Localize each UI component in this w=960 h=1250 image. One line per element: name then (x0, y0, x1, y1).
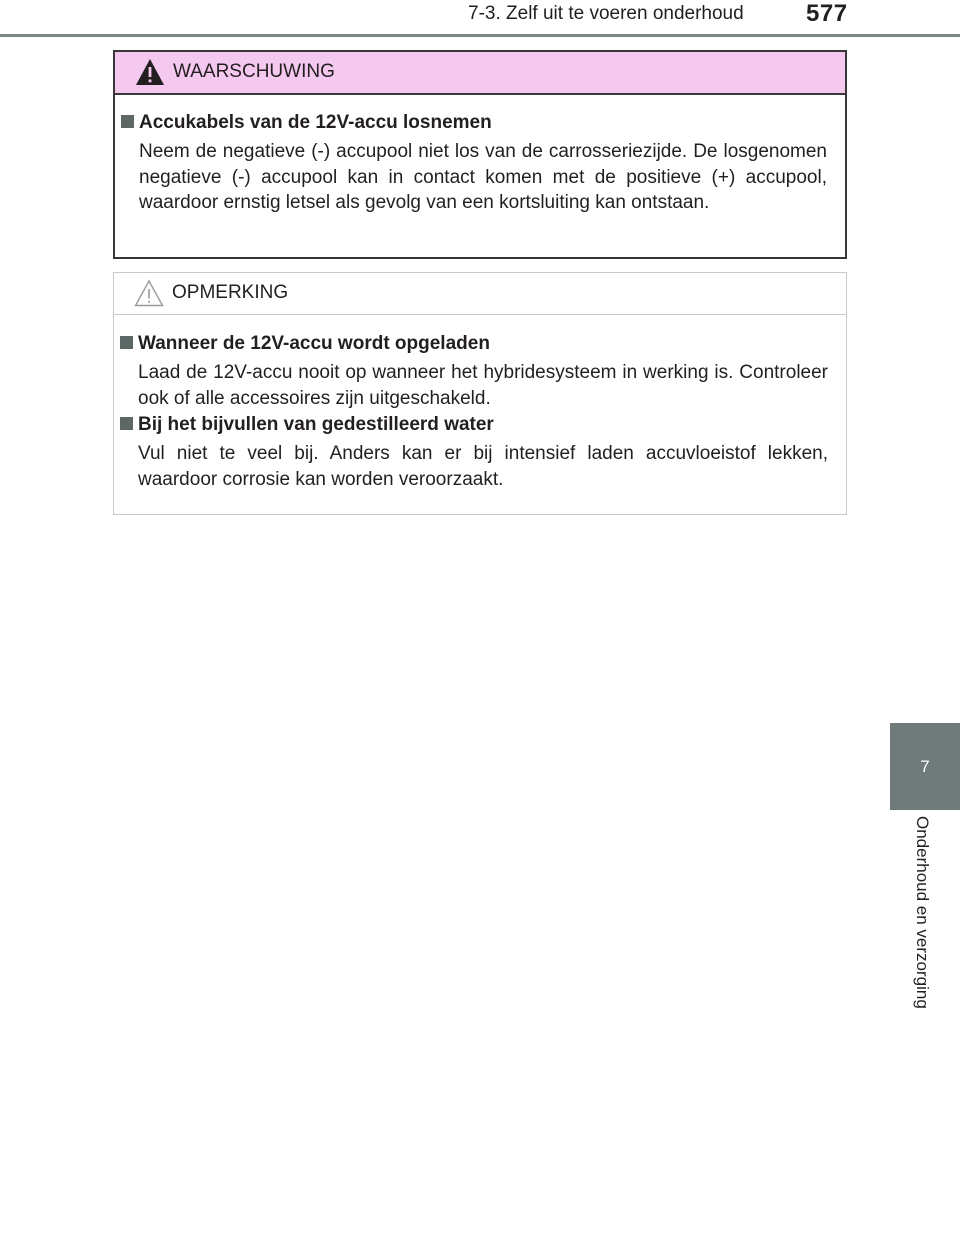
bullet-square-icon (120, 336, 133, 349)
bullet-square-icon (121, 115, 134, 128)
warning-box (113, 50, 847, 259)
bullet-square-icon (120, 417, 133, 430)
warning-triangle-filled-icon (135, 58, 165, 86)
warning-label: WAARSCHUWING (173, 61, 335, 82)
note-item-title: Bij het bijvullen van gedestilleerd water (138, 414, 494, 435)
note-item (114, 333, 846, 411)
chapter-number: 7 (920, 756, 930, 776)
section-title: 7-3. Zelf uit te voeren onderhoud (468, 3, 744, 24)
note-item-body: Vul niet te veel bij. Anders kan er bij intensief laden accuvloeistof lekken, waardoor corrosie kan worden veroorzaakt. (138, 443, 828, 490)
page-header (0, 0, 960, 37)
note-header (114, 273, 846, 315)
page-number: 577 (806, 0, 848, 27)
warning-header (115, 52, 845, 95)
warning-item-title: Accukabels van de 12V-accu losnemen (139, 112, 492, 133)
chapter-title: Onderhoud en verzorging (913, 816, 932, 1009)
note-box (113, 272, 847, 515)
note-item-body: Laad de 12V-accu nooit op wanneer het hybridesysteem in werking is. Controleer ook of alle accessoires zijn uitgeschakeld. (138, 362, 828, 409)
warning-triangle-outline-icon (134, 279, 164, 307)
note-item (114, 414, 846, 492)
warning-item-body: Neem de negatieve (-) accupool niet los van de carrosseriezijde. De losgenomen negatieve (-) accupool kan in contact komen met de positieve (+) accupool, waardoor ernstig letsel als gevolg van een kortsluiting kan ontstaan. (139, 141, 827, 213)
note-label: OPMERKING (172, 282, 289, 303)
warning-item (115, 112, 845, 216)
note-item-title: Wanneer de 12V-accu wordt opgeladen (138, 333, 490, 354)
chapter-tab (890, 723, 960, 810)
